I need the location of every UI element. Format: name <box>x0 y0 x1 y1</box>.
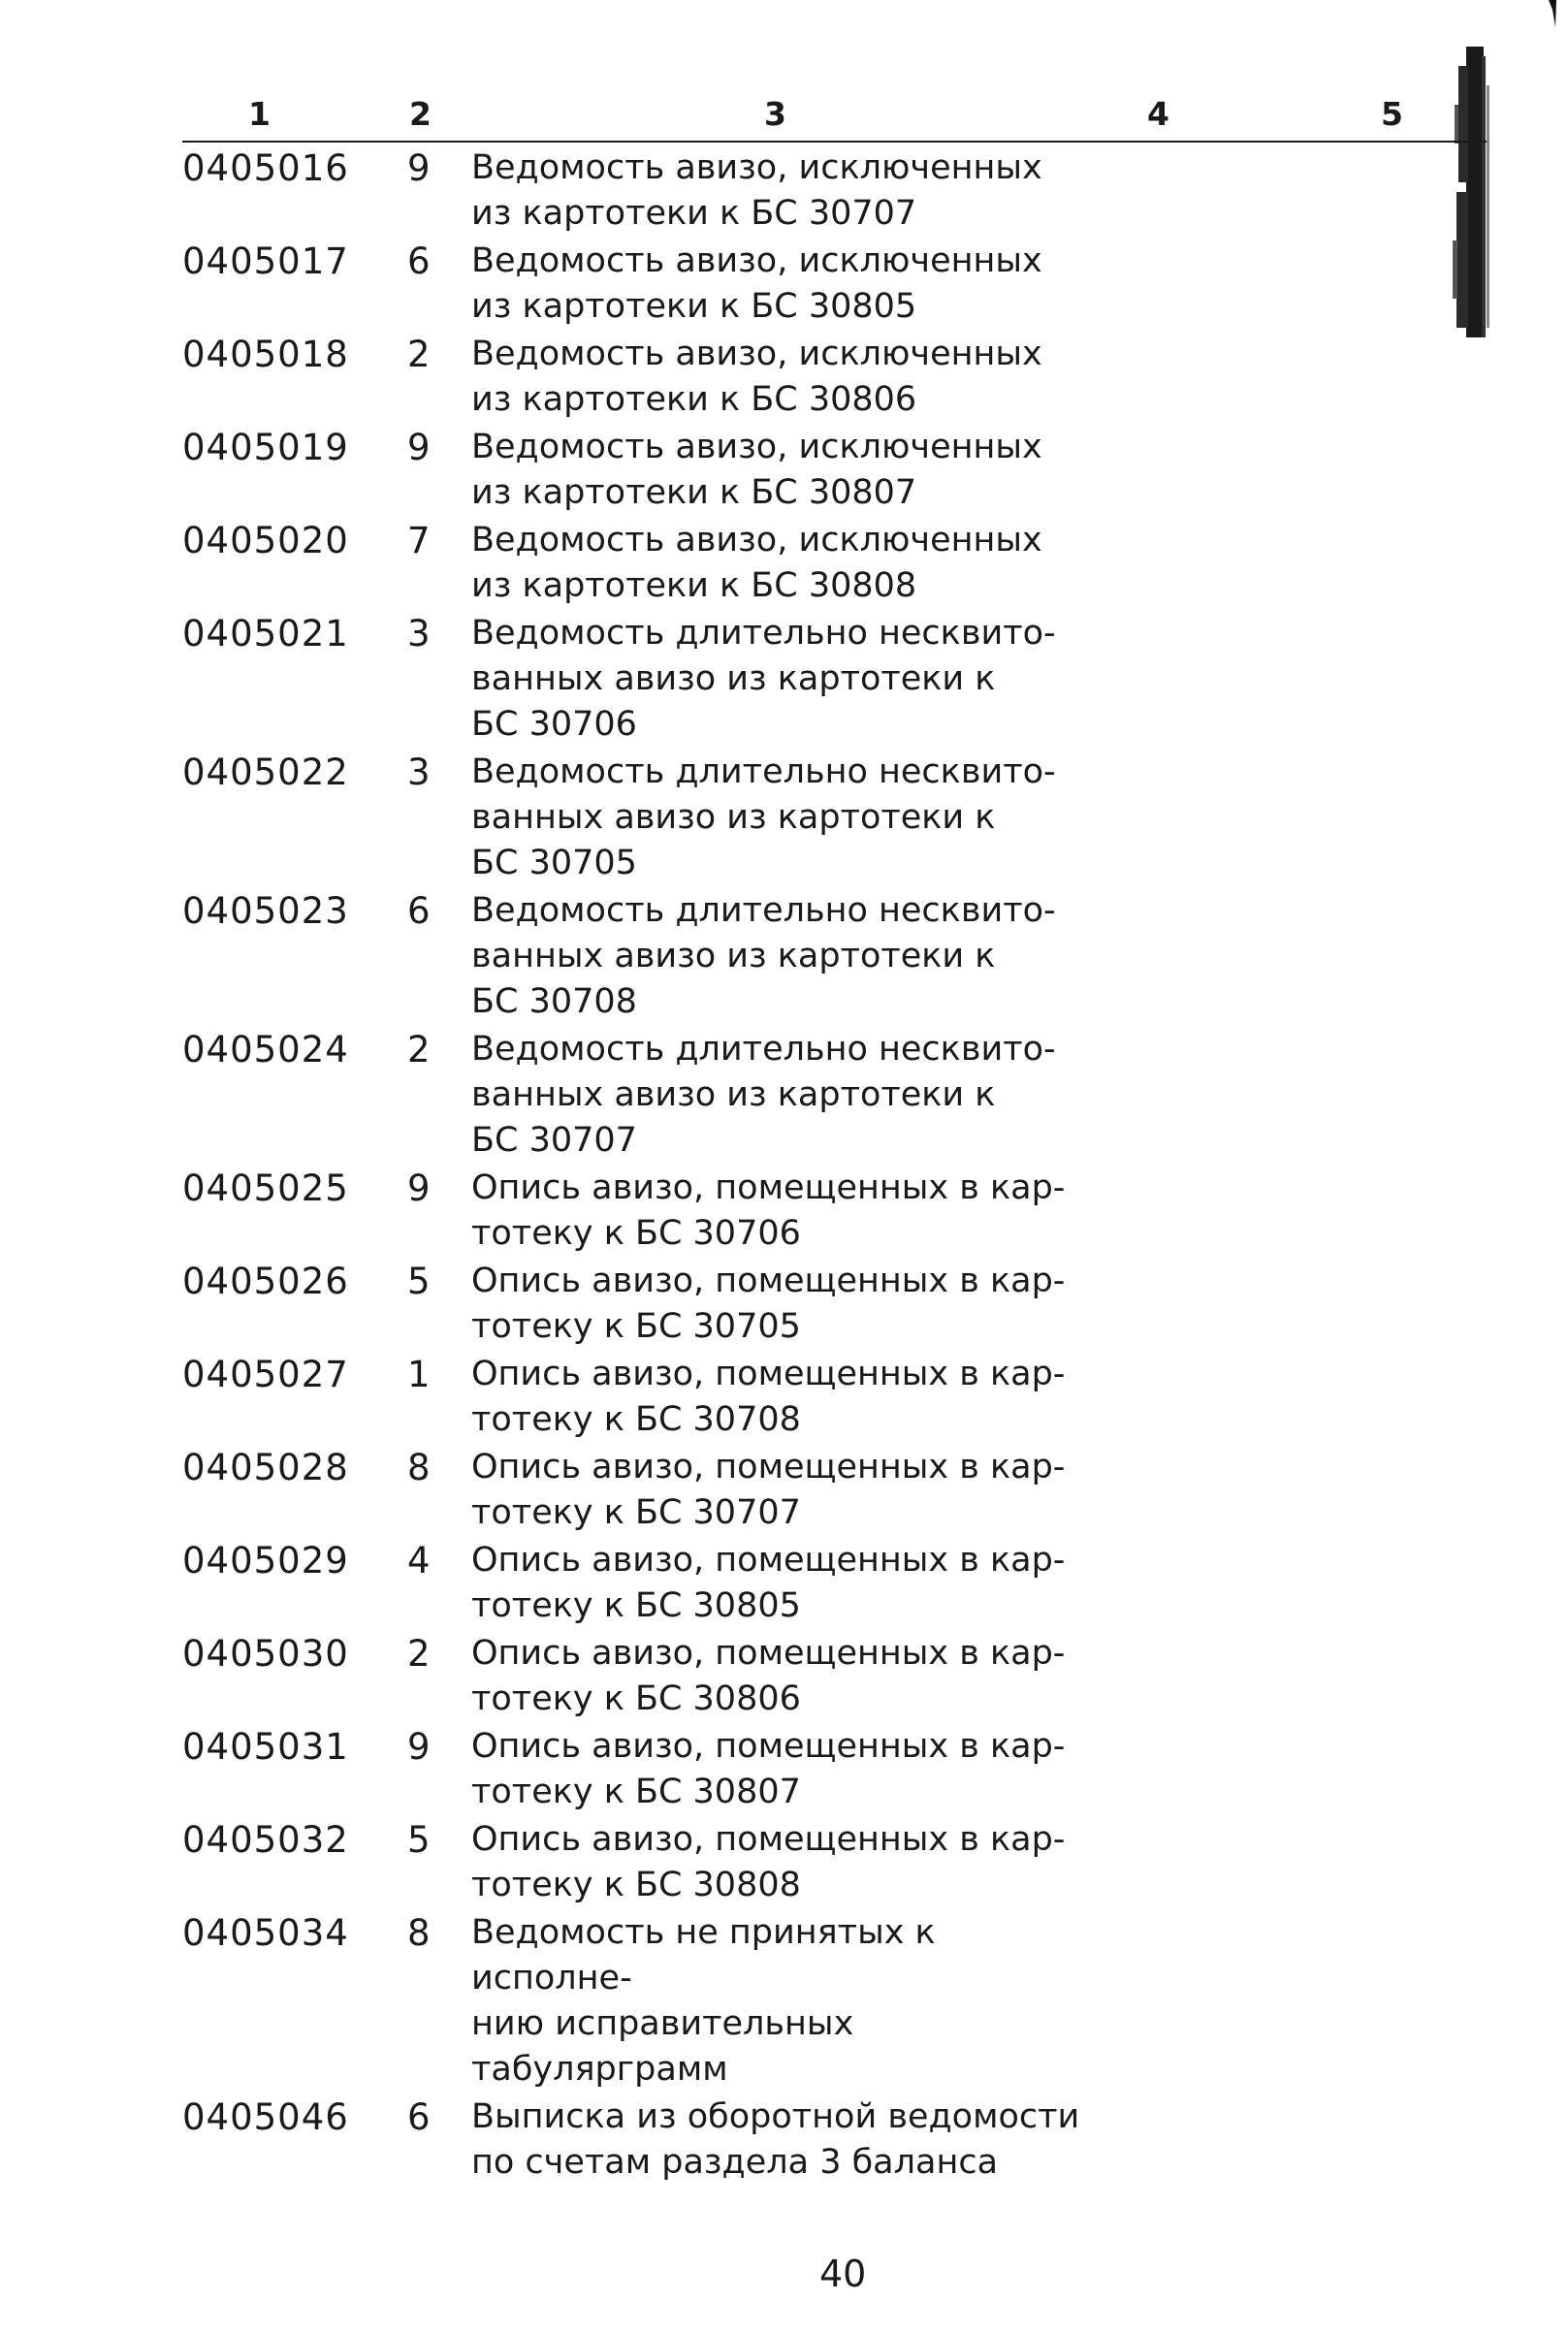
form-name: Ведомость длительно несквито- ванных авизо из картотеки к БС 30707 <box>471 1030 1056 1160</box>
form-code: 0405022 <box>182 751 349 793</box>
form-name: Опись авизо, помещенных в кар- тотеку к БС 30806 <box>471 1634 1066 1718</box>
form-name: Ведомость длительно несквито- ванных авизо из картотеки к БС 30708 <box>471 891 1056 1021</box>
table-row <box>182 1910 1152 2093</box>
form-name: Ведомость длительно несквито- ванных авизо из картотеки к БС 30706 <box>471 614 1056 744</box>
form-code: 0405020 <box>182 520 349 561</box>
form-name: Опись авизо, помещенных в кар- тотеку к БС 30705 <box>471 1262 1066 1346</box>
form-name: Ведомость авизо, исключенных из картотеки к БС 30808 <box>471 521 1042 605</box>
header-col-1: 1 <box>248 95 271 133</box>
page-number: 40 <box>819 2253 867 2295</box>
check-digit: 9 <box>407 427 431 468</box>
check-digit: 2 <box>407 334 431 375</box>
form-code: 0405027 <box>182 1354 349 1395</box>
table-row <box>182 888 1152 1025</box>
table-row <box>182 1445 1152 1536</box>
check-digit: 7 <box>407 520 431 561</box>
check-digit: 1 <box>407 1354 431 1395</box>
table-body <box>182 145 1152 2188</box>
check-digit: 5 <box>407 1261 431 1302</box>
form-name: Выписка из оборотной ведомости по счетам раздела 3 баланса <box>471 2097 1080 2182</box>
table-header <box>182 89 1472 140</box>
scan-corner-mark <box>1548 0 1557 27</box>
check-digit: 2 <box>407 1029 431 1071</box>
check-digit: 3 <box>407 613 431 655</box>
check-digit: 9 <box>407 1167 431 1209</box>
check-digit: 9 <box>407 147 431 189</box>
form-code: 0405016 <box>182 147 349 189</box>
form-code: 0405024 <box>182 1029 349 1071</box>
form-name: Опись авизо, помещенных в кар- тотеку к БС 30708 <box>471 1355 1066 1439</box>
check-digit: 5 <box>407 1819 431 1861</box>
form-name: Опись авизо, помещенных в кар- тотеку к БС 30807 <box>471 1727 1066 1811</box>
form-name: Ведомость авизо, исключенных из картотеки к БС 30807 <box>471 428 1042 512</box>
table-row <box>182 611 1152 748</box>
table-row <box>182 145 1152 237</box>
form-name: Опись авизо, помещенных в кар- тотеку к БС 30805 <box>471 1541 1066 1625</box>
form-code: 0405031 <box>182 1726 349 1768</box>
table-row <box>182 425 1152 516</box>
table-row <box>182 1817 1152 1908</box>
check-digit: 3 <box>407 751 431 793</box>
form-code: 0405029 <box>182 1540 349 1582</box>
table-row <box>182 1631 1152 1722</box>
form-name: Ведомость авизо, исключенных из картотеки к БС 30806 <box>471 335 1042 419</box>
table-row <box>182 1352 1152 1443</box>
form-code: 0405017 <box>182 240 349 282</box>
form-code: 0405023 <box>182 890 349 932</box>
table-row <box>182 518 1152 609</box>
form-code: 0405046 <box>182 2096 349 2138</box>
form-code: 0405021 <box>182 613 349 655</box>
check-digit: 8 <box>407 1447 431 1488</box>
form-code: 0405025 <box>182 1167 349 1209</box>
check-digit: 6 <box>407 2096 431 2138</box>
check-digit: 4 <box>407 1540 431 1582</box>
form-name: Ведомость авизо, исключенных из картотеки к БС 30805 <box>471 241 1042 326</box>
header-col-3: 3 <box>764 95 786 133</box>
table-row <box>182 1259 1152 1350</box>
form-name: Ведомость не принятых к исполне- нию исправительных табулярграмм <box>471 1913 936 2089</box>
check-digit: 2 <box>407 1633 431 1675</box>
table-row <box>182 1027 1152 1164</box>
table-row <box>182 332 1152 423</box>
form-name: Опись авизо, помещенных в кар- тотеку к БС 30707 <box>471 1448 1066 1532</box>
check-digit: 9 <box>407 1726 431 1768</box>
table-row <box>182 1538 1152 1629</box>
table-row <box>182 750 1152 886</box>
form-name: Ведомость авизо, исключенных из картотеки к БС 30707 <box>471 148 1042 233</box>
form-code: 0405034 <box>182 1912 349 1954</box>
form-code: 0405030 <box>182 1633 349 1675</box>
header-col-5: 5 <box>1381 95 1403 133</box>
check-digit: 6 <box>407 890 431 932</box>
form-code: 0405018 <box>182 334 349 375</box>
form-name: Ведомость длительно несквито- ванных авизо из картотеки к БС 30705 <box>471 752 1056 882</box>
form-code: 0405026 <box>182 1261 349 1302</box>
check-digit: 8 <box>407 1912 431 1954</box>
form-code: 0405019 <box>182 427 349 468</box>
form-name: Опись авизо, помещенных в кар- тотеку к БС 30706 <box>471 1168 1066 1253</box>
header-rule <box>182 141 1487 143</box>
table-row <box>182 239 1152 330</box>
form-code: 0405032 <box>182 1819 349 1861</box>
table-row <box>182 1166 1152 1257</box>
check-digit: 6 <box>407 240 431 282</box>
form-code: 0405028 <box>182 1447 349 1488</box>
header-col-2: 2 <box>409 95 432 133</box>
header-col-4: 4 <box>1147 95 1169 133</box>
table-row <box>182 2094 1152 2186</box>
table-row <box>182 1724 1152 1815</box>
form-name: Опись авизо, помещенных в кар- тотеку к БС 30808 <box>471 1820 1066 1904</box>
